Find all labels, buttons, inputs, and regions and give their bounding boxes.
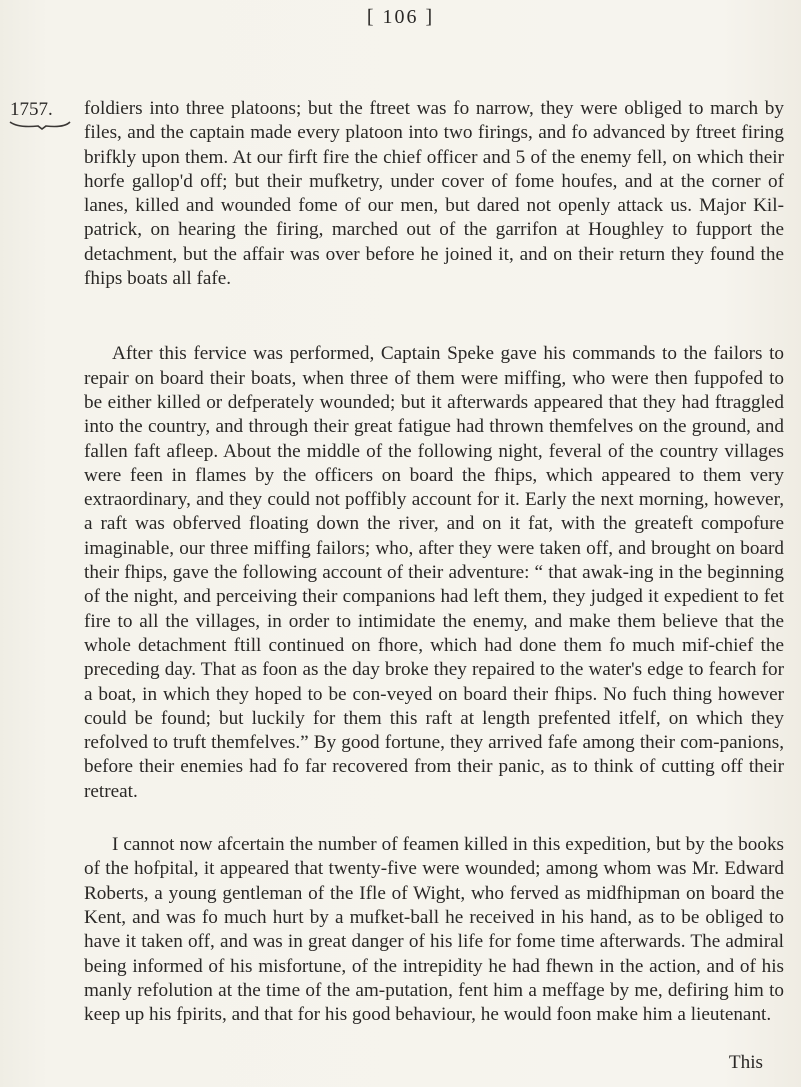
paragraph-3: I cannot now afcertain the number of feamen killed in this expedition, but by the books of the hofpital, it appeared that twenty-five were wounded; among whom was Mr. Edward Roberts, a young gentleman of the Ifle of Wight, who ferved as midfhipman on board the Kent, and was fo much hurt by a mufket-ball he received in his hand, as to be obliged to have it taken off, and was in great danger of his life for fome time afterwards. The admiral being informed of his misfortune, of the intrepidity he had fhewn in the action, and of his manly refolution at the time of the am-putation, fent him a meffage by me, defiring him to keep up his fpirits, and that for his good behaviour, he would foon make him a lieutenant. <box>84 834 784 1026</box>
paragraph-1: foldiers into three platoons; but the ftreet was fo narrow, they were obliged to march by files, and the captain made every platoon into two firings, and fo advanced by ftreet firing brifkly upon them. At our firft fire the chief officer and 5 of the enemy fell, on which their horfe gallop'd off; but their mufketry, under cover of fome houfes, and at the corner of lanes, killed and wounded fome of our men, but dared not openly attack us. Major Kil-patrick, on hearing the firing, marched out of the garrifon at Houghley to fupport the detachment, but the affair was over before he joined it, and on their return they found the fhips boats all fafe. <box>84 98 784 290</box>
paragraph-2: After this fervice was performed, Captain Speke gave his commands to the failors to repair on board their boats, when three of them were miffing, who were then fuppofed to be either killed or defperately wounded; but it afterwards appeared that they had ftraggled into the country, and through their great fatigue had thrown themfelves on the ground, and fallen faft afleep. About the middle of the following night, feveral of the country villages were feen in flames by the officers on board the fhips, which appeared to them very extraordinary, and they could not poffibly account for it. Early the next morning, however, a raft was obferved floating down the river, and on it fat, with the greateft compofure imaginable, our three miffing failors; who, after they were taken off, and brought on board their fhips, gave the following account of their adventure: “ that awak-ing in the beginning of the night, and perceiving their companions had left them, they judged it expedient to fet fire to all the villages, in order to intimidate the enemy, and make them believe that the whole detachment ftill continued on fhore, which had done them fo much mif-chief the preceding day. That as foon as the day broke they repaired to the water's edge to fearch for a boat, in which they hoped to be con-veyed on board their fhips. No fuch thing however could be found; but luckily for them this raft at length prefented itfelf, on which they refolved to truft themfelves.” By good fortune, they arrived fafe among their com-panions, before their enemies had fo far recovered from their panic, as to think of cutting off their retreat. <box>84 343 784 802</box>
page-number: [ 106 ] <box>366 6 435 28</box>
margin-brace-mark <box>8 120 72 130</box>
margin-year: 1757. <box>10 99 53 120</box>
body-text <box>84 97 784 1027</box>
paragraph-spacer <box>84 804 784 833</box>
catchword: This <box>728 1052 763 1073</box>
paragraph-spacer <box>84 291 784 342</box>
